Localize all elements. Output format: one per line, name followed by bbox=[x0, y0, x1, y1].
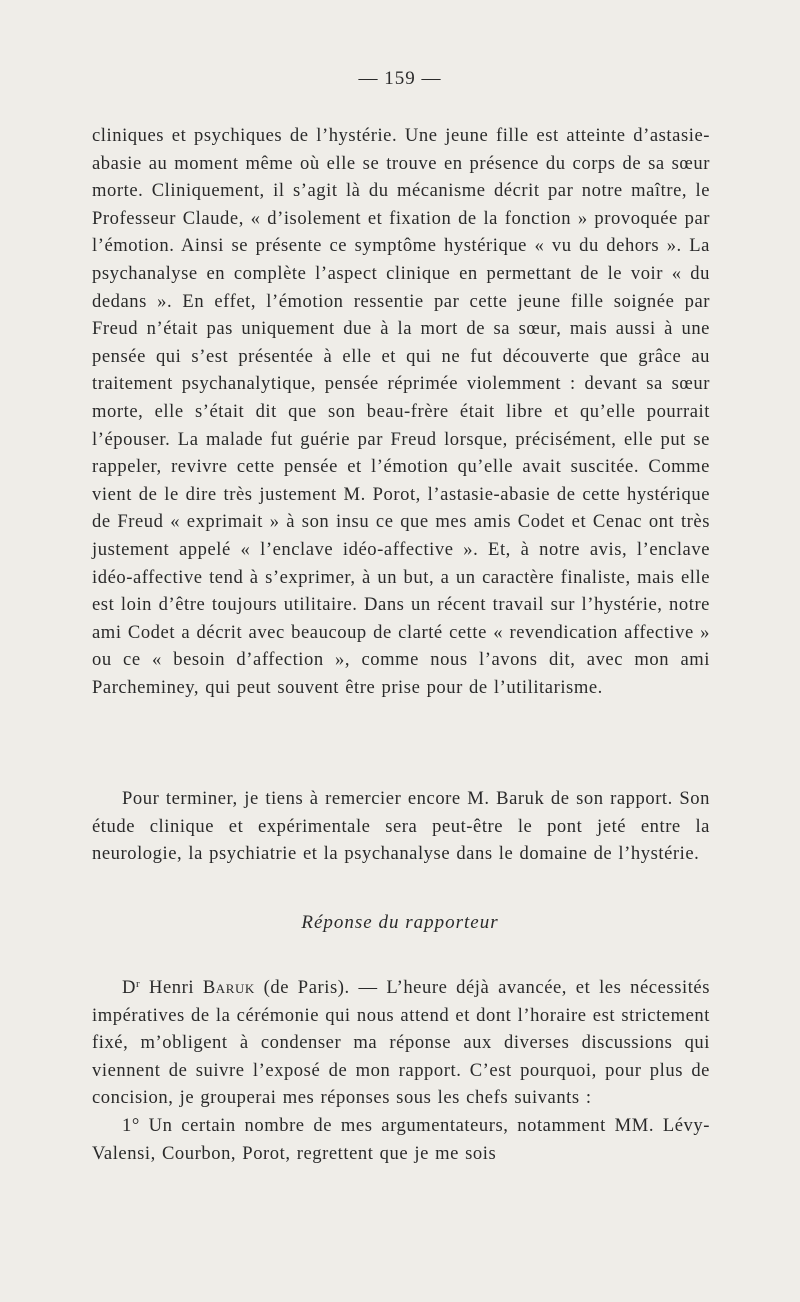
paragraph-text: Pour terminer, je tiens à remercier encore M. Baruk de son rapport. Son étude clinique et expérimentale sera peut-être le pont jeté entre la neurologie, la psychiatrie et la psychanalyse dans le domaine de l’hystérie. bbox=[92, 788, 710, 865]
speaker-surname: Baruk bbox=[202, 977, 255, 998]
body-paragraph-continued bbox=[92, 122, 710, 701]
rapporteur-reply bbox=[92, 974, 710, 1167]
speaker-first-name: Henri bbox=[148, 977, 195, 998]
reply-item-1: 1° Un certain nombre de mes argumentateurs, notamment MM. Lévy-Valensi, Courbon, Porot, regrettent que je me sois bbox=[92, 1114, 710, 1164]
paragraph-text: cliniques et psychiques de l’hystérie. Une jeune fille est atteinte d’astasie-abasie au moment même où elle se trouve en présence du corps de sa sœur morte. Cliniquement, il s’agit là du mécanisme décrit par notre maître, le Professeur Claude, « d’isolement et fixation de la fonction » provoquée par l’émotion. Ainsi se présente ce symptôme hystérique « vu du dehors ». La psychanalyse en complète l’aspect clinique en permettant de le voir « du dedans ». En effet, l’émotion ressentie par cette jeune fille soignée par Freud n’était pas uniquement due à la mort de sa sœur, mais aussi à une pensée qui s’est présentée à elle et qui ne fut découverte que grâce au traitement psychanalytique, pensée réprimée violemment : devant sa sœur morte, elle s’était dit que son beau-frère était libre et qu’elle pourrait l’épouser. La malade fut guérie par Freud lorsque, précisément, elle put se rappeler, revivre cette pensée et l’émotion qu’elle avait suscitée. Comme vient de le dire très justement M. Porot, l’astasie-abasie de cette hystérique de Freud « exprimait » à son insu ce que mes amis Codet et Cenac ont très justement appelé « l’enclave idéo-affective ». Et, à notre avis, l’enclave idéo-affective tend à s’exprimer, à un but, a un caractère finaliste, mais elle est loin d’être toujours utilitaire. Dans un récent travail sur l’hystérie, notre ami Codet a décrit avec beaucoup de clarté cette « revendication affective » ou ce « besoin d’affection », comme nous l’avons dit, avec mon ami Parcheminey, qui peut souvent être prise pour de l’utilitarisme. bbox=[92, 125, 710, 698]
body-paragraph-closing bbox=[92, 785, 710, 868]
page-number: — 159 — bbox=[358, 68, 442, 89]
section-heading: Réponse du rapporteur bbox=[301, 912, 499, 933]
reply-text: (de Paris). — L’heure déjà avancée, et les nécessités impératives de la cérémonie qui nous attend et dont l’horaire est strictement fixé, m’obligent à condenser ma réponse aux diverses discussions qui viennent de suivre l’exposé de mon rapport. C’est pourquoi, pour plus de concision, je grouperai mes réponses sous les chefs suivants : bbox=[92, 977, 710, 1109]
reply-paragraph bbox=[92, 974, 710, 1112]
speaker-title: $D^r$ bbox=[122, 977, 141, 998]
